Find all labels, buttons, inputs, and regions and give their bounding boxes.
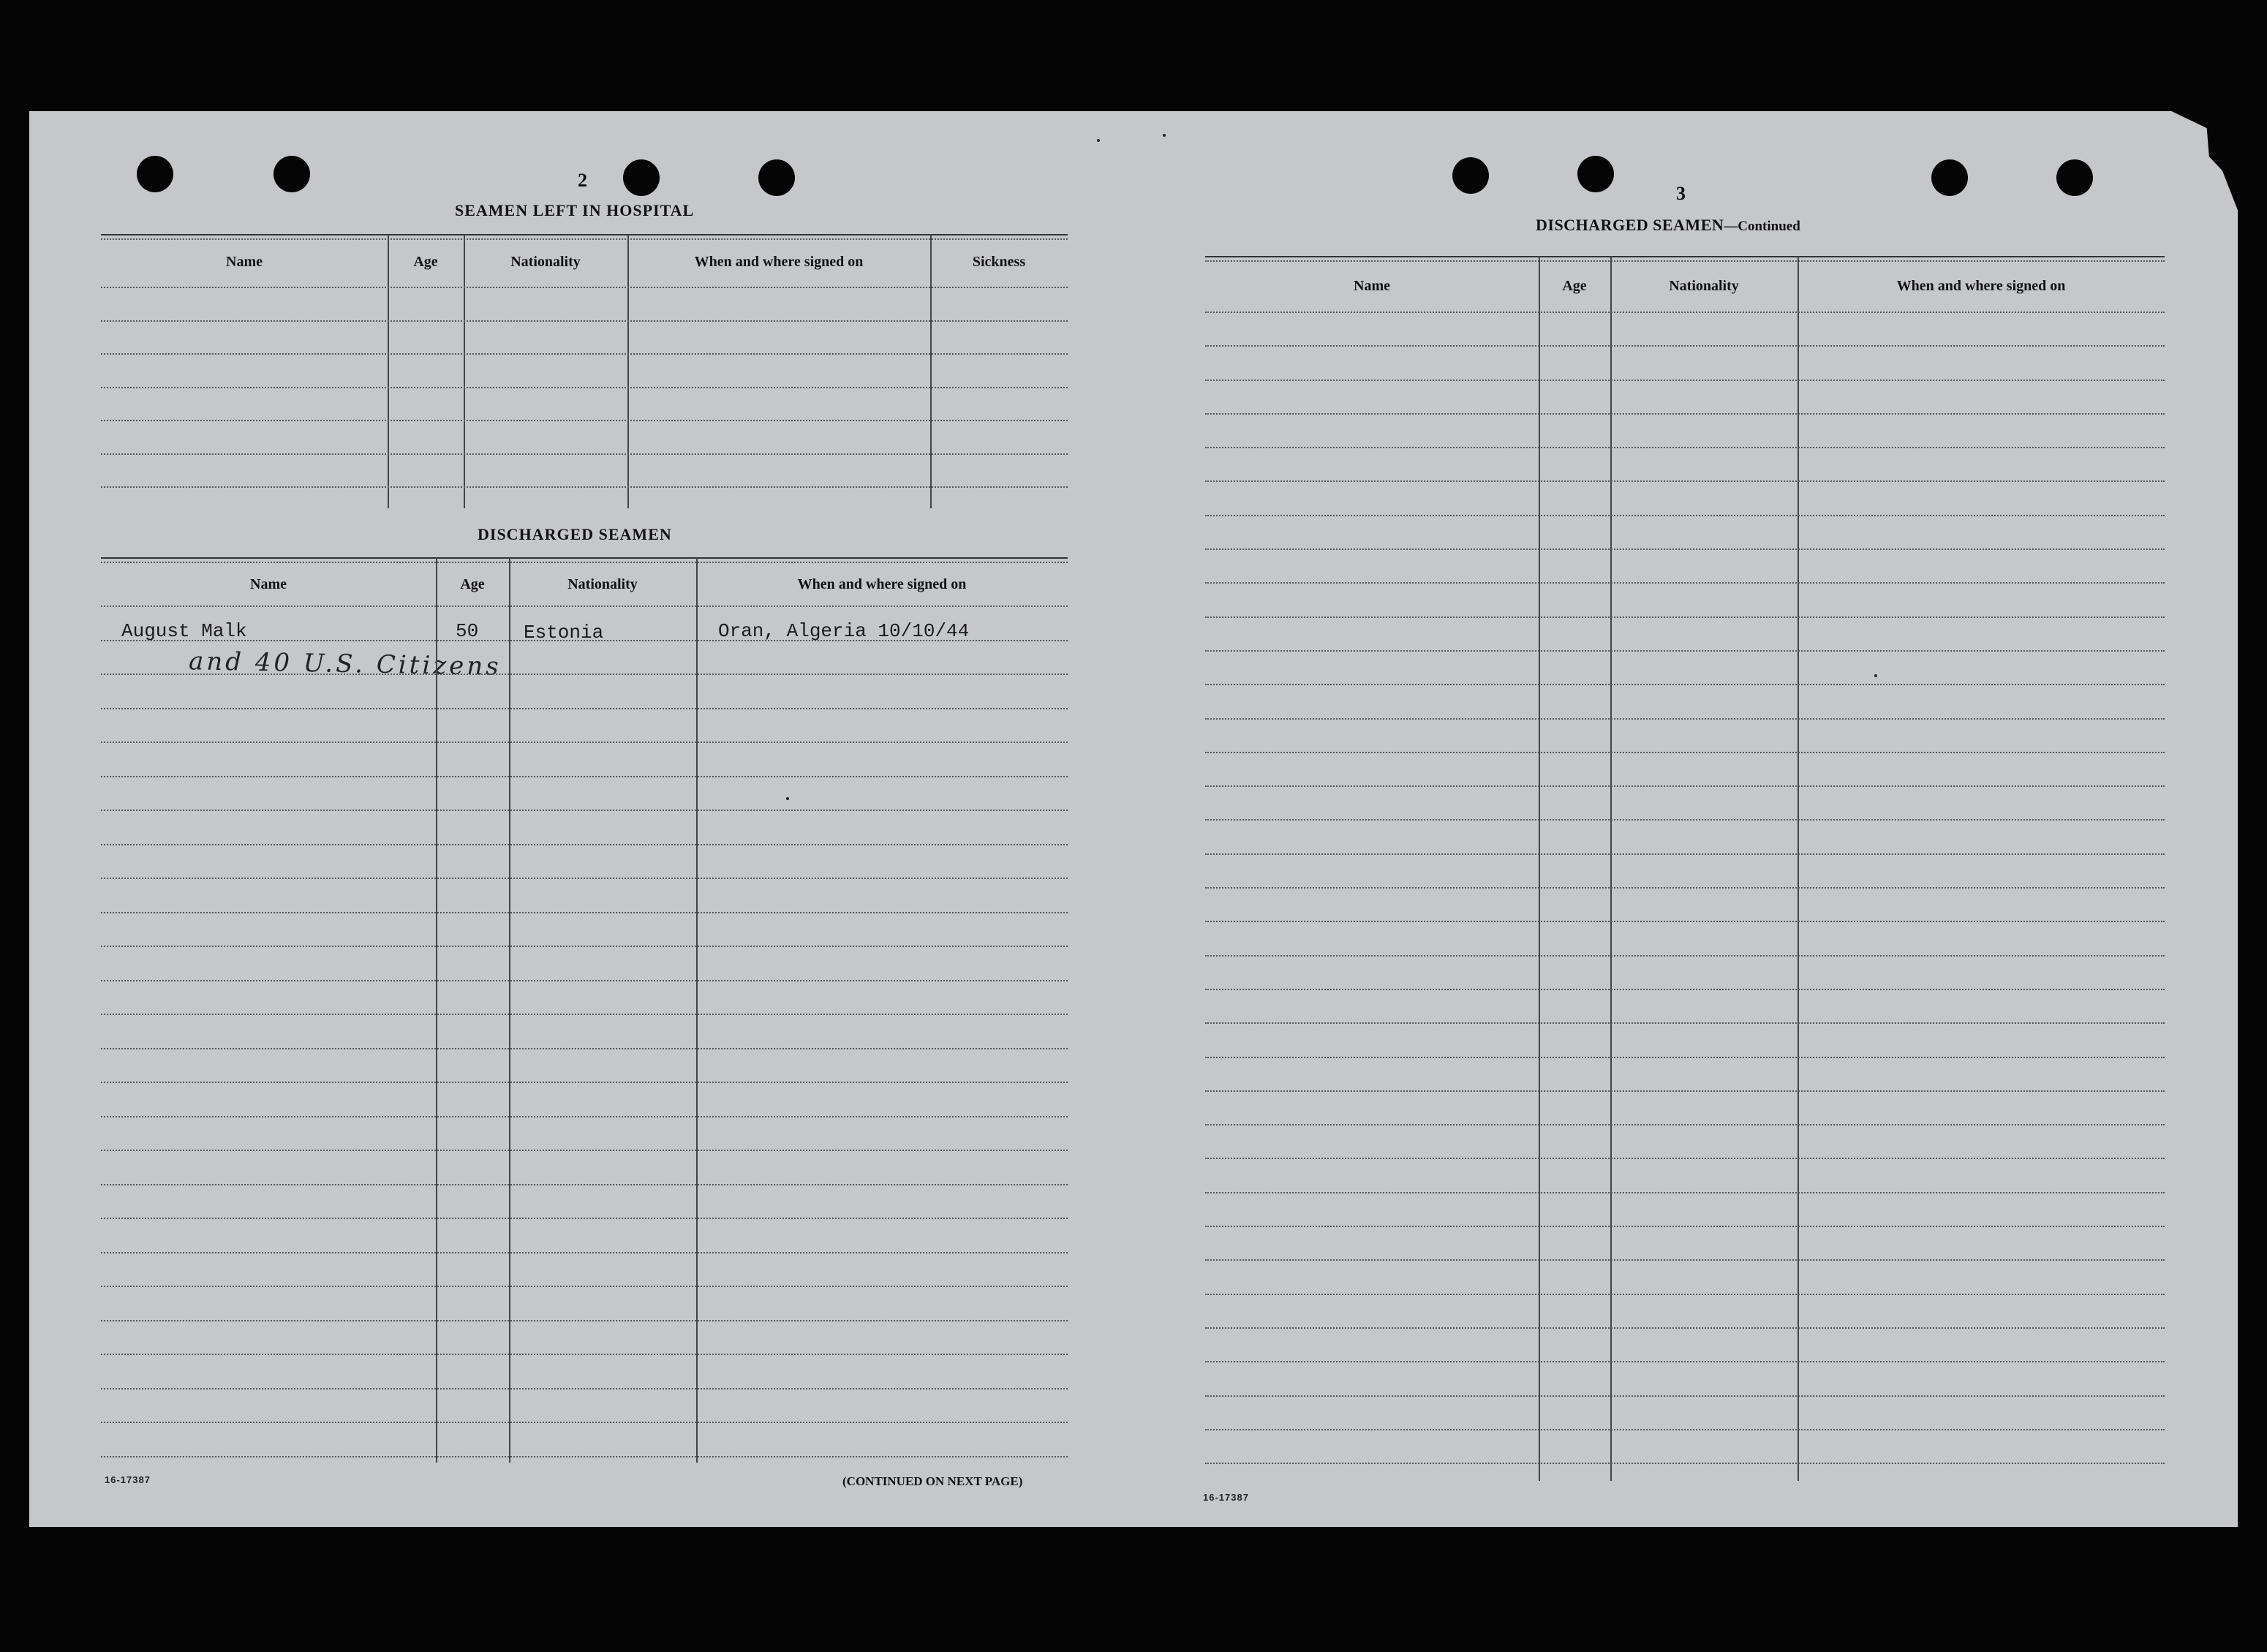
- row-rule: [101, 1184, 1068, 1185]
- row-rule: [101, 1320, 1068, 1321]
- row-rule: [1205, 548, 2165, 550]
- row-rule: [1205, 515, 2165, 516]
- row-rule: [101, 1082, 1068, 1083]
- column-divider: [509, 557, 510, 1463]
- row-rule: [1205, 447, 2165, 448]
- column-header: Name: [250, 576, 287, 592]
- table-top-rule: [101, 234, 1068, 235]
- column-header: Age: [1562, 278, 1587, 294]
- scan-speck: [1163, 134, 1166, 137]
- row-rule: [101, 1252, 1068, 1253]
- row-rule: [101, 912, 1068, 913]
- right-section-title-suffix: —Continued: [1724, 219, 1800, 234]
- row-rule: [101, 1286, 1068, 1287]
- column-divider: [1798, 256, 1799, 1481]
- row-rule: [1205, 921, 2165, 922]
- punch-hole: [2056, 159, 2093, 196]
- column-divider: [436, 557, 437, 1463]
- row-rule: [1205, 1226, 2165, 1227]
- row-rule: [1205, 1259, 2165, 1261]
- column-header: Nationality: [1669, 278, 1739, 294]
- table-top-rule: [101, 238, 1068, 240]
- row-rule: [1205, 1022, 2165, 1024]
- entry-signed-on: Oran, Algeria 10/10/44: [718, 620, 970, 642]
- row-rule: [1205, 413, 2165, 415]
- row-rule: [101, 980, 1068, 981]
- column-header: When and where signed on: [1896, 278, 2066, 294]
- row-rule: [101, 776, 1068, 777]
- row-rule: [1205, 1395, 2165, 1397]
- row-rule: [101, 946, 1068, 947]
- table-top-rule: [1205, 256, 2165, 257]
- column-header: Age: [413, 254, 438, 270]
- row-rule: [101, 606, 1068, 607]
- row-rule: [1205, 1463, 2165, 1464]
- entry-age: 50: [456, 620, 479, 642]
- row-rule: [1205, 819, 2165, 821]
- row-rule: [1205, 1090, 2165, 1092]
- row-rule: [1205, 582, 2165, 584]
- punch-hole: [274, 156, 310, 192]
- row-rule: [101, 353, 1068, 355]
- continued-note: (CONTINUED ON NEXT PAGE): [842, 1474, 1023, 1488]
- left-page-number: 2: [578, 170, 587, 191]
- row-rule: [1205, 1124, 2165, 1125]
- row-rule: [1205, 1327, 2165, 1329]
- row-rule: [1205, 853, 2165, 855]
- row-rule: [101, 708, 1068, 709]
- left-form-number: 16-17387: [105, 1474, 151, 1485]
- row-rule: [101, 1422, 1068, 1423]
- column-divider: [696, 557, 698, 1463]
- row-rule: [1205, 1361, 2165, 1362]
- column-header: Sickness: [972, 254, 1026, 270]
- row-rule: [1205, 785, 2165, 787]
- column-divider: [1539, 256, 1540, 1481]
- row-rule: [1205, 480, 2165, 482]
- punch-hole: [758, 159, 795, 196]
- column-divider: [1610, 256, 1612, 1481]
- row-rule: [101, 486, 1068, 488]
- column-header: Nationality: [567, 576, 638, 592]
- column-divider: [464, 234, 465, 508]
- row-rule: [101, 420, 1068, 421]
- row-rule: [101, 1388, 1068, 1389]
- row-rule: [1205, 718, 2165, 720]
- row-rule: [1205, 650, 2165, 652]
- punch-hole: [1577, 156, 1614, 192]
- handwritten-note: and 40 U.S. Citizens: [188, 646, 502, 682]
- scan-speck: [1874, 674, 1877, 677]
- discharged-section-title: DISCHARGED SEAMEN: [478, 525, 672, 543]
- right-form-number: 16-17387: [1203, 1492, 1249, 1503]
- row-rule: [1205, 380, 2165, 381]
- row-rule: [1205, 1057, 2165, 1058]
- row-rule: [101, 810, 1068, 811]
- column-header: Age: [460, 576, 485, 592]
- punch-hole: [1931, 159, 1968, 196]
- right-page-number: 3: [1676, 183, 1686, 204]
- row-rule: [1205, 345, 2165, 347]
- row-rule: [101, 1014, 1068, 1015]
- row-rule: [1205, 1158, 2165, 1159]
- row-rule: [101, 287, 1068, 288]
- row-rule: [1205, 1192, 2165, 1193]
- punch-hole: [137, 156, 173, 192]
- row-rule: [1205, 616, 2165, 618]
- row-rule: [1205, 989, 2165, 990]
- scan-speck: [786, 797, 789, 800]
- hospital-section-title: SEAMEN LEFT IN HOSPITAL: [455, 201, 695, 219]
- row-rule: [101, 844, 1068, 845]
- row-rule: [101, 1048, 1068, 1049]
- column-header: Name: [1354, 278, 1390, 294]
- column-header: When and where signed on: [694, 254, 864, 270]
- row-rule: [101, 1150, 1068, 1151]
- punch-hole: [1452, 157, 1489, 194]
- row-rule: [101, 1354, 1068, 1355]
- right-section-title-main: DISCHARGED SEAMEN: [1536, 216, 1724, 234]
- column-header: When and where signed on: [797, 576, 967, 592]
- row-rule: [101, 878, 1068, 879]
- row-rule: [1205, 1294, 2165, 1295]
- column-divider: [627, 234, 629, 508]
- table-top-rule: [101, 562, 1068, 563]
- row-rule: [1205, 684, 2165, 685]
- row-rule: [1205, 1429, 2165, 1430]
- scan-speck: [1097, 139, 1100, 142]
- row-rule: [101, 742, 1068, 743]
- row-rule: [101, 1218, 1068, 1219]
- row-rule: [1205, 752, 2165, 753]
- right-section-title: [1536, 216, 1800, 235]
- entry-name: August Malk: [121, 620, 247, 642]
- column-divider: [930, 234, 932, 508]
- punch-hole: [623, 159, 660, 196]
- column-header: Nationality: [510, 254, 581, 270]
- row-rule: [101, 1116, 1068, 1117]
- row-rule: [1205, 312, 2165, 313]
- row-rule: [101, 320, 1068, 322]
- row-rule: [101, 453, 1068, 455]
- row-rule: [101, 640, 1068, 641]
- entry-nationality: Estonia: [524, 622, 604, 644]
- column-header: Name: [226, 254, 263, 270]
- row-rule: [1205, 955, 2165, 957]
- column-divider: [388, 234, 389, 508]
- row-rule: [101, 1456, 1068, 1457]
- table-top-rule: [1205, 260, 2165, 262]
- row-rule: [101, 387, 1068, 388]
- row-rule: [101, 674, 1068, 675]
- row-rule: [1205, 887, 2165, 889]
- table-top-rule: [101, 557, 1068, 559]
